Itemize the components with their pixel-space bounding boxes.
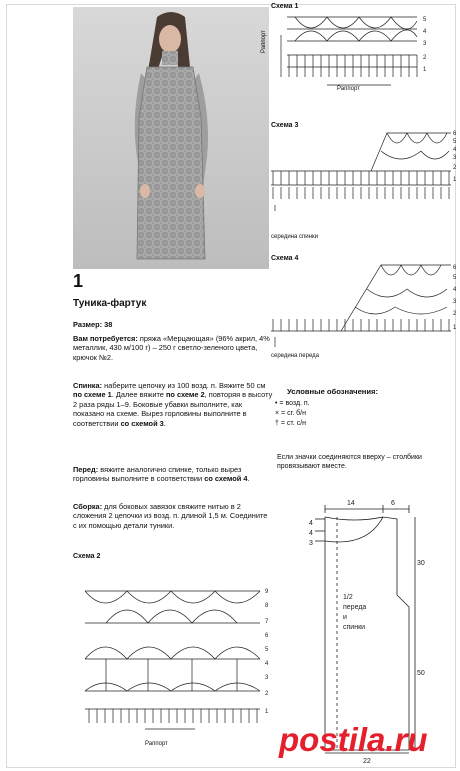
scheme2-row-4: 4 [265, 661, 269, 667]
legend-item-sc [275, 409, 310, 419]
dim-50: 50 [417, 670, 425, 677]
back-bold-2: по схеме 2 [165, 390, 205, 400]
scheme3-label: Схема 3 [271, 122, 299, 129]
dim-3: 3 [309, 540, 313, 547]
assembly-text: для боковых завязок свяжите нитью в 2 сложения 2 цепочки из возд. п. длиной 1,5 м. Соедините с их помощью детали туники. [73, 502, 268, 530]
scheme2-row-8: 8 [265, 603, 269, 609]
scheme2-row-2: 2 [265, 691, 269, 697]
scheme4-row-1: 1 [453, 325, 457, 331]
scheme1-row-5: 5 [423, 17, 427, 23]
scheme1-row-2: 2 [423, 55, 427, 61]
inner-text-1: переда [343, 604, 367, 611]
scheme3-row-3: 3 [453, 155, 457, 161]
back-paragraph: Спинка: наберите цепочку из 100 возд. п. Вяжите 50 см по схеме 1. Далее вяжите по схеме 2, повторяя в высоту 2 раза ряды 1–9. Боковые убавки выполните, как показано на схеме. Вырез горловины выполните в соответствии со схемой 3. [73, 381, 273, 428]
scheme4-row-3: 3 [453, 299, 457, 305]
double-crochet-symbol: † [275, 420, 279, 427]
scheme1-rapport-vertical: Раппорт [261, 30, 267, 53]
scheme4-row-2: 2 [453, 311, 457, 317]
single-crochet-symbol: × [275, 410, 280, 417]
scheme1-row-4: 4 [423, 29, 427, 35]
materials-paragraph [73, 334, 273, 362]
assembly-label: Сборка: [73, 502, 103, 511]
pattern-number: 1 [73, 271, 84, 291]
dim-14: 14 [347, 500, 355, 507]
scheme2-label: Схема 2 [73, 553, 101, 560]
scheme4-center-label: середина переда [271, 353, 320, 359]
legend-note: Если значки соединяются вверху – столбики провязывают вместе. [277, 454, 422, 470]
front-paragraph: Перед: вяжите аналогично спинке, только вырез горловины выполните в соответствии со схемой 4. [73, 465, 250, 484]
back-text-2: . Далее вяжите [111, 390, 164, 400]
materials-label: Вам потребуется: [73, 334, 138, 343]
scheme2-rapport: Раппорт [145, 741, 168, 747]
scheme2-row-5: 5 [265, 647, 269, 653]
legend-title: Условные обозначения: [287, 387, 379, 396]
legend-item-chain-text: = возд. п. [279, 400, 310, 407]
assembly-paragraph [73, 502, 273, 530]
magazine-page [6, 4, 456, 768]
scheme4-diagram [271, 263, 460, 353]
inner-text-3: спинки [343, 624, 366, 631]
scheme3-row-4: 4 [453, 147, 457, 153]
scheme1-rapport: Раппорт [337, 86, 360, 92]
model-figure [73, 7, 269, 269]
inner-text-2: и [343, 614, 347, 621]
scheme2-row-1: 1 [265, 709, 269, 715]
back-text-1: наберите цепочку из 100 возд. п. Вяжите 50 см [104, 381, 266, 390]
scheme2-row-9: 9 [265, 589, 269, 595]
size-label: Размер: [73, 320, 103, 329]
scheme1-diagram [287, 11, 437, 91]
dim-30: 30 [417, 560, 425, 567]
scheme1-label: Схема 1 [271, 3, 299, 10]
legend-item-chain [275, 399, 310, 409]
watermark-text: postila.ru [279, 721, 428, 758]
materials-text: пряжа «Мерцающая» (96% акрил, 4% металлик, 430 м/100 г) – 250 г светло-зеленого цвета, крючок №2. [73, 334, 270, 362]
back-label: Спинка: [73, 381, 103, 390]
scheme4-row-5: 5 [453, 275, 457, 281]
back-text-3: , повторяя в высоту 2 раза ряды 1–9. Боковые убавки выполните, как показано на схеме. Вырез горловины выполните в соответствии [73, 390, 273, 428]
scheme4-row-4: 4 [453, 287, 457, 293]
scheme3-diagram [271, 129, 460, 211]
dim-6: 6 [391, 500, 395, 507]
tunic-schematic [307, 495, 437, 765]
front-text: вяжите аналогично спинке, только вырез горловины выполните в соответствии [73, 465, 242, 484]
scheme3-row-2: 2 [453, 165, 457, 171]
pattern-title: Туника-фартук [73, 298, 147, 309]
watermark [279, 721, 428, 759]
dim-22: 22 [363, 758, 371, 765]
legend-list [275, 399, 310, 429]
dim-4b: 4 [309, 530, 313, 537]
legend-item-dc [275, 419, 310, 429]
size-value: 38 [104, 320, 113, 329]
front-bold: со схемой 4 [204, 474, 248, 484]
scheme4-row-6: 6 [453, 265, 457, 271]
back-bold-1: по схеме 1 [73, 390, 112, 400]
chain-stitch-symbol: • [275, 400, 278, 407]
scheme1-row-3: 3 [423, 41, 427, 47]
scheme3-row-1: 1 [453, 177, 457, 183]
scheme1-row-1: 1 [423, 67, 427, 73]
dim-4a: 4 [309, 520, 313, 527]
back-bold-3: со схемой 3 [120, 418, 164, 428]
scheme4-label: Схема 4 [271, 255, 299, 262]
scheme2-row-6: 6 [265, 633, 269, 639]
scheme3-center-label: середина спинки [271, 234, 318, 240]
front-label: Перед: [73, 465, 99, 474]
legend-item-dc-text: = ст. с/н [280, 420, 307, 427]
inner-fraction: 1/2 [343, 594, 353, 601]
scheme3-row-6: 6 [453, 131, 457, 137]
scheme3-row-5: 5 [453, 139, 457, 145]
scheme2-row-3: 3 [265, 675, 269, 681]
scheme2-row-7: 7 [265, 619, 269, 625]
model-photo [73, 7, 269, 269]
scheme2-diagram [85, 583, 285, 733]
legend-item-sc-text: = сг. б/н [281, 410, 306, 417]
size-paragraph [73, 320, 273, 329]
